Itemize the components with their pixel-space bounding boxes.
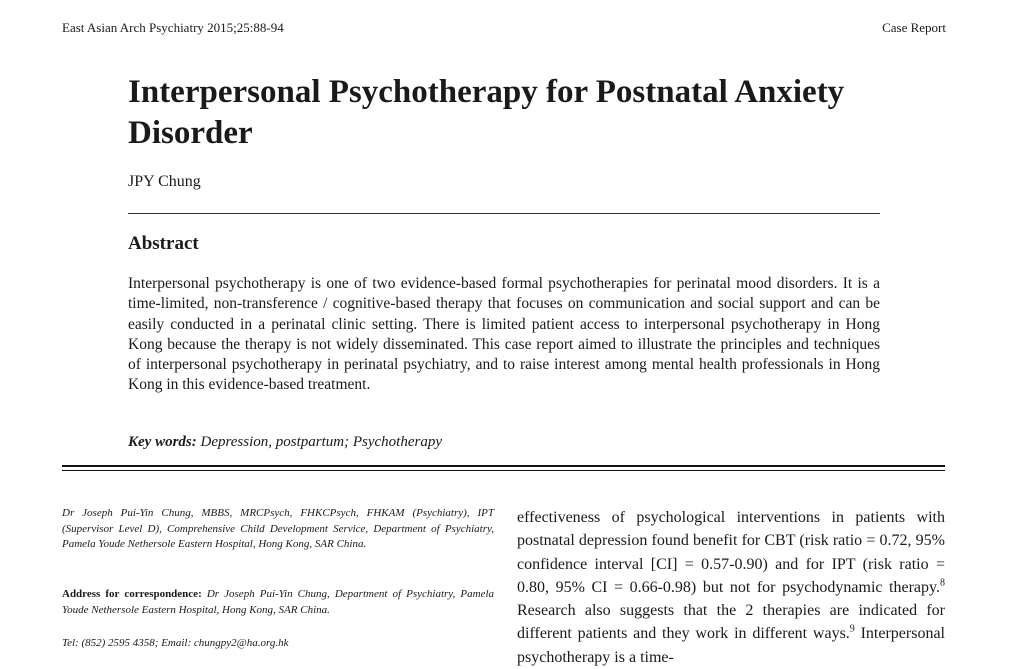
- keywords-text: Depression, postpartum; Psychotherapy: [200, 434, 442, 450]
- body-text-part3: Interpersonal psychotherapy is a time-: [517, 625, 946, 666]
- article-type: Case Report: [882, 20, 946, 35]
- correspondence-address: [62, 587, 494, 618]
- journal-citation: East Asian Arch Psychiatry 2015;25:88-94: [62, 20, 284, 35]
- reference-9: 9: [849, 624, 855, 636]
- section-divider-thin: [62, 470, 945, 471]
- reference-8: 8: [940, 577, 945, 589]
- abstract-heading: Abstract: [128, 233, 199, 254]
- keywords-label: Key words:: [128, 434, 197, 450]
- title-divider: [128, 213, 880, 214]
- author-affiliation: Dr Joseph Pui-Yin Chung, MBBS, MRCPsych, FHKCPsych, FHKAM (Psychiatry), IPT (Supervisor Level D), Comprehensive Child Development Service, Department of Psychiatry, Pamela Youde Nethersole Eastern Hospital, Hong Kong, SAR China.: [62, 507, 494, 550]
- correspondence-label: Address for correspondence:: [62, 588, 202, 600]
- keywords: [128, 434, 442, 451]
- body-text-part2: Research also suggests that the 2 therapies are indicated for different patients and they work in different ways.: [517, 602, 945, 643]
- author-name: JPY Chung: [128, 173, 201, 190]
- article-title: Interpersonal Psychotherapy for Postnatal Anxiety Disorder: [128, 74, 845, 151]
- abstract-text: Interpersonal psychotherapy is one of two evidence-based formal psychotherapies for perinatal mood disorders. It is a time-limited, non-transference / cognitive-based therapy that focuses on communication and social support and can be easily conducted in a perinatal clinic setting. There is limited patient access to interpersonal psychotherapy in Hong Kong because the therapy is not widely disseminated. This case report aimed to illustrate the principles and techniques of interpersonal psychotherapy in perinatal psychiatry, and to raise interest among mental health professionals in Hong Kong in this evidence-based treatment.: [128, 275, 880, 394]
- section-divider-thick: [62, 465, 945, 467]
- body-text-part1: effectiveness of psychological interventions in patients with postnatal depression found benefit for CBT (risk ratio = 0.72, 95% confidence interval [CI] = 0.57-0.90) and for IPT (risk ratio = 0.80, 95% CI = 0.66-0.98) but not for psychodynamic therapy.: [517, 509, 945, 596]
- contact-info: Tel: (852) 2595 4358; Email: chungpy2@ha.org.hk: [62, 637, 289, 649]
- body-text-column: [517, 506, 945, 669]
- correspondence-text: Dr Joseph Pui-Yin Chung, Department of Psychiatry, Pamela Youde Nethersole Eastern Hospital, Hong Kong, SAR China.: [62, 588, 495, 616]
